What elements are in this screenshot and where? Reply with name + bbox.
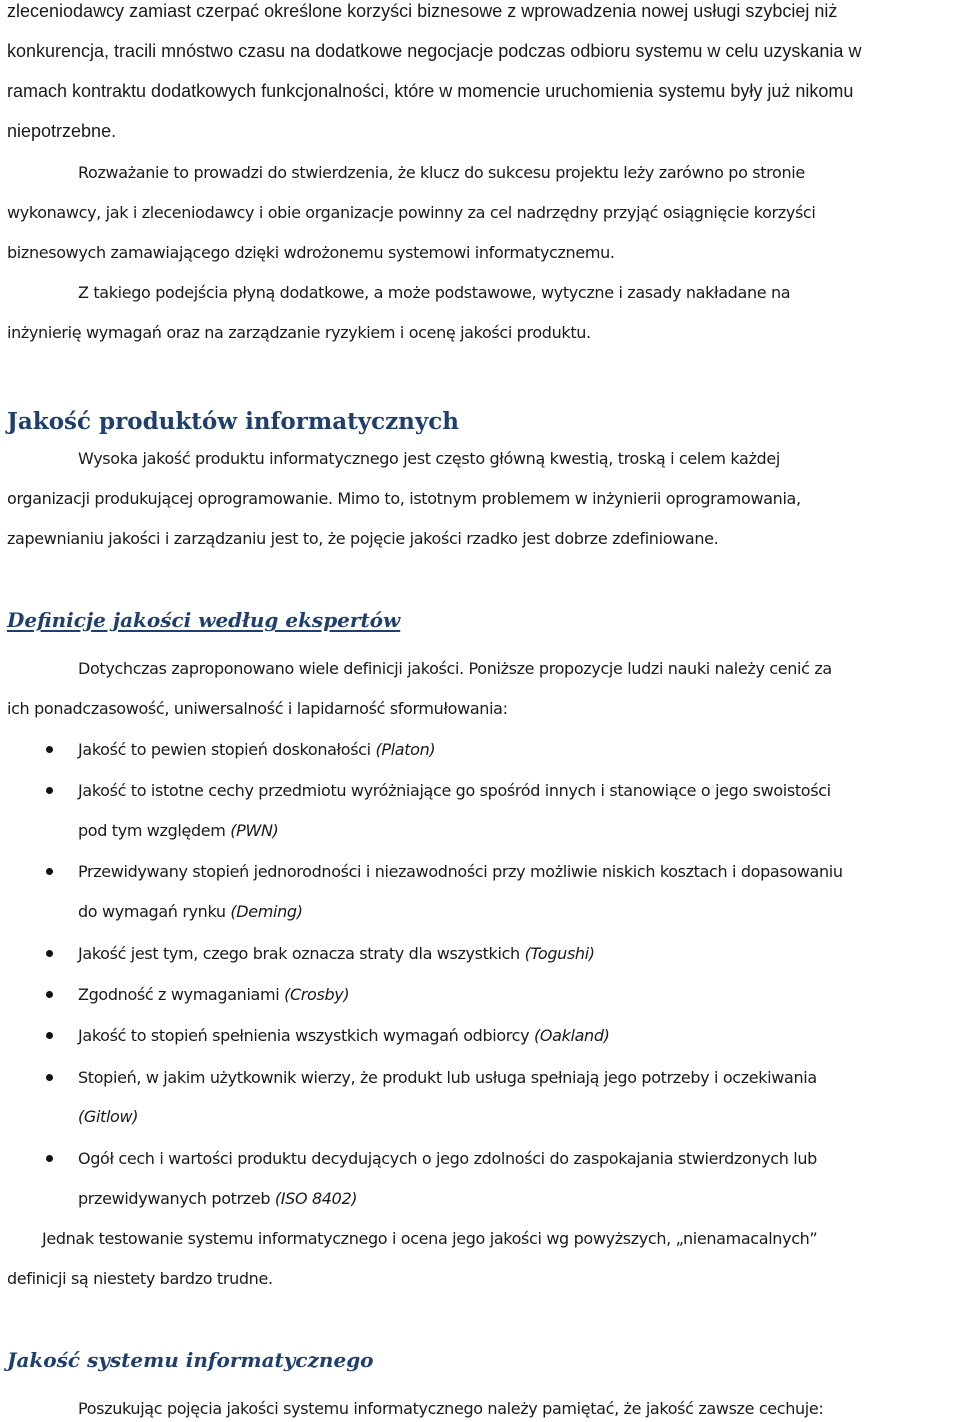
paragraph-line: Poszukując pojęcia jakości systemu informatycznego należy pamiętać, że jakość zawsze cechuje: bbox=[78, 1399, 824, 1418]
bullet-icon bbox=[46, 950, 53, 957]
list-item-text: Jakość jest tym, czego brak oznacza straty dla wszystkich bbox=[78, 944, 520, 963]
list-item-source: (Oakland) bbox=[533, 1026, 610, 1045]
intro-line: niepotrzebne. bbox=[7, 121, 117, 141]
section-heading-definitions: Definicje jakości według ekspertów bbox=[7, 608, 401, 632]
list-item: Stopień, w jakim użytkownik wierzy, że produkt lub usługa spełniają jego potrzeby i oczekiwania bbox=[78, 1068, 817, 1087]
bullet-icon bbox=[46, 1074, 53, 1081]
list-item-continuation bbox=[78, 820, 278, 842]
list-item bbox=[78, 1025, 610, 1047]
list-item-continuation bbox=[78, 1188, 357, 1210]
list-item bbox=[78, 739, 435, 761]
paragraph-line: biznesowych zamawiającego dzięki wdrożonemu systemowi informatycznemu. bbox=[7, 243, 615, 262]
paragraph-line: zapewnianiu jakości i zarządzaniu jest to, że pojęcie jakości rzadko jest dobrze zdefiniowane. bbox=[7, 529, 719, 548]
intro-line: ramach kontraktu dodatkowych funkcjonalności, które w momencie uruchomienia systemu były już nikomu bbox=[7, 81, 854, 101]
list-item bbox=[78, 943, 595, 965]
paragraph-line: Z takiego podejścia płyną dodatkowe, a może podstawowe, wytyczne i zasady nakładane na bbox=[78, 283, 791, 302]
paragraph-line: Jednak testowanie systemu informatycznego i ocena jego jakości wg powyższych, „nienamacalnych” bbox=[42, 1229, 818, 1248]
list-item-text: przewidywanych potrzeb bbox=[78, 1189, 271, 1208]
list-item: Jakość to istotne cechy przedmiotu wyróżniające go spośród innych i stanowiące o jego swoistości bbox=[78, 781, 831, 800]
paragraph-line: Dotychczas zaproponowano wiele definicji jakości. Poniższe propozycje ludzi nauki należy cenić za bbox=[78, 659, 832, 678]
paragraph-line: organizacji produkującej oprogramowanie. Mimo to, istotnym problemem w inżynierii oprogramowania, bbox=[7, 489, 801, 508]
paragraph-line: Rozważanie to prowadzi do stwierdzenia, że klucz do sukcesu projektu leży zarówno po stronie bbox=[78, 163, 805, 182]
bullet-icon bbox=[46, 746, 53, 753]
intro-line: konkurencja, tracili mnóstwo czasu na dodatkowe negocjacje podczas odbioru systemu w celu uzyskania w bbox=[7, 41, 862, 61]
list-item-source: (PWN) bbox=[230, 821, 279, 840]
bullet-icon bbox=[46, 868, 53, 875]
bullet-icon bbox=[46, 1155, 53, 1162]
list-item: Ogół cech i wartości produktu decydujących o jego zdolności do zaspokajania stwierdzonych lub bbox=[78, 1149, 817, 1168]
paragraph-line: ich ponadczasowość, uniwersalność i lapidarność sformułowania: bbox=[7, 699, 508, 718]
list-item-continuation bbox=[78, 1106, 138, 1128]
section-heading-system: Jakość systemu informatycznego bbox=[7, 1348, 374, 1372]
list-item-text: Jakość to stopień spełnienia wszystkich wymagań odbiorcy bbox=[78, 1026, 530, 1045]
paragraph-line: inżynierię wymagań oraz na zarządzanie ryzykiem i ocenę jakości produktu. bbox=[7, 323, 591, 342]
bullet-icon bbox=[46, 787, 53, 794]
paragraph-line: wykonawcy, jak i zleceniodawcy i obie organizacje powinny za cel nadrzędny przyjąć osiągnięcie korzyści bbox=[7, 203, 816, 222]
list-item-source: (Togushi) bbox=[524, 944, 595, 963]
list-item bbox=[78, 984, 349, 1006]
intro-line: zleceniodawcy zamiast czerpać określone korzyści biznesowe z wprowadzenia nowej usługi szybciej niż bbox=[7, 1, 838, 21]
list-item-continuation bbox=[78, 901, 303, 923]
list-item-source: (Deming) bbox=[230, 902, 303, 921]
list-item-source: (Crosby) bbox=[284, 985, 350, 1004]
list-item-source: (Gitlow) bbox=[78, 1107, 139, 1126]
paragraph-line: Wysoka jakość produktu informatycznego jest często główną kwestią, troską i celem każdej bbox=[78, 449, 780, 468]
list-item-source: (Platon) bbox=[375, 740, 436, 759]
list-item-text: Zgodność z wymaganiami bbox=[78, 985, 280, 1004]
list-item-text: Jakość to pewien stopień doskonałości bbox=[78, 740, 371, 759]
list-item-text: pod tym względem bbox=[78, 821, 226, 840]
list-item-source: (ISO 8402) bbox=[274, 1189, 358, 1208]
list-item: Przewidywany stopień jednorodności i niezawodności przy możliwie niskich kosztach i dopasowaniu bbox=[78, 862, 843, 881]
list-item-text: do wymagań rynku bbox=[78, 902, 231, 921]
paragraph-line: definicji są niestety bardzo trudne. bbox=[7, 1269, 273, 1288]
bullet-icon bbox=[46, 1032, 53, 1039]
section-heading-quality: Jakość produktów informatycznych bbox=[7, 408, 459, 435]
bullet-icon bbox=[46, 991, 53, 998]
